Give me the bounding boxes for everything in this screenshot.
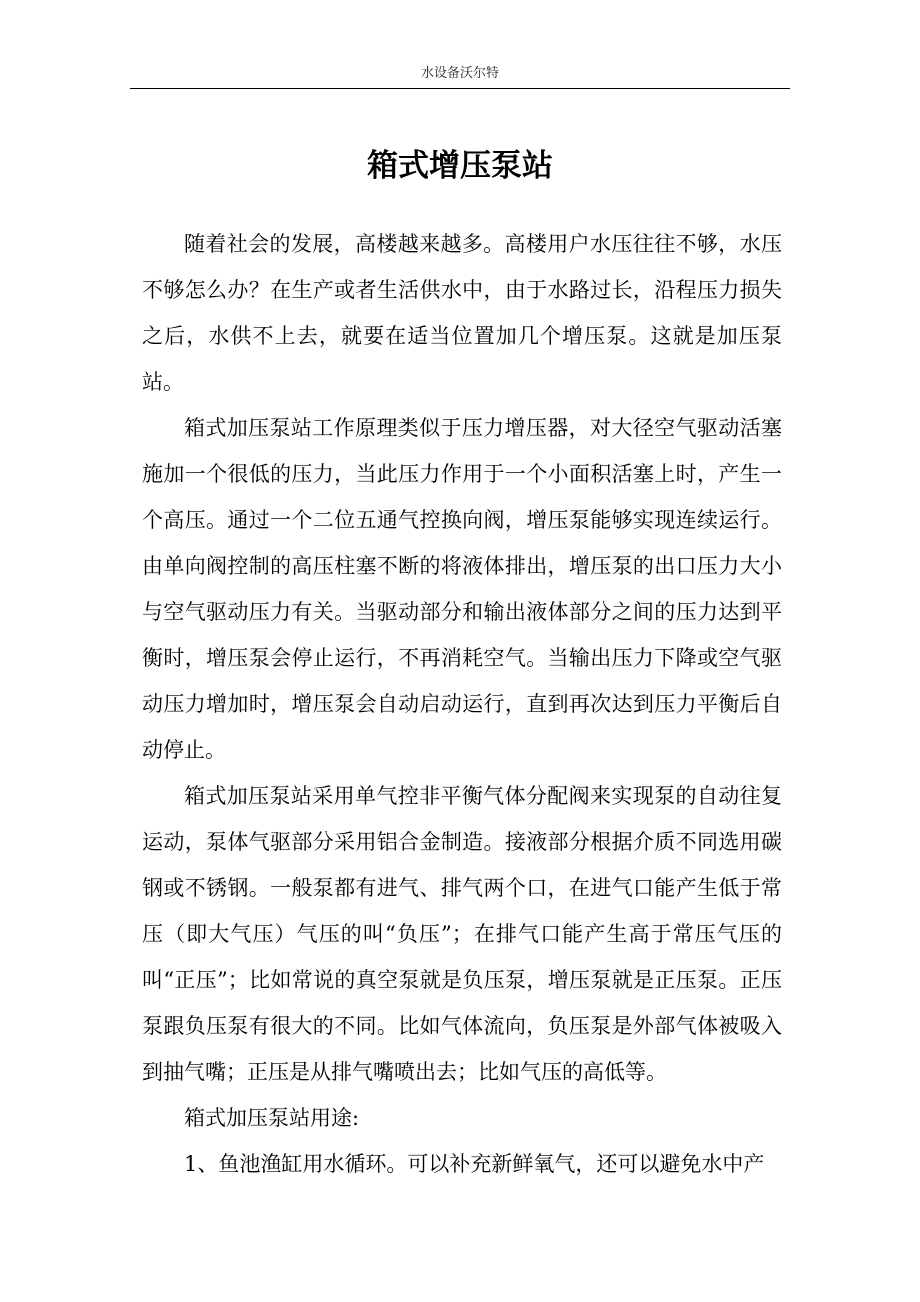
document-title: 箱式增压泵站 xyxy=(367,148,553,184)
paragraph-intro: 随着社会的发展，高楼越来越多。高楼用户水压往往不够，水压不够怎么办？在生产或者生活供水中，由于水路过长，沿程压力损失之后，水供不上去，就要在适当位置加几个增压泵。这就是加压泵站。 xyxy=(142,232,782,394)
paragraph-working-principle: 箱式加压泵站工作原理类似于压力增压器，对大径空气驱动活塞施加一个很低的压力，当此压力作用于一个小面积活塞上时，产生一个高压。通过一个二位五通气控换向阀，增压泵能够实现连续运行。由单向阀控制的高压柱塞不断的将液体排出，增压泵的出口压力大小与空气驱动压力有关。当驱动部分和输出液体部分之间的压力达到平衡时，增压泵会停止运行，不再消耗空气。当输出压力下降或空气驱动压力增加时，增压泵会自动启动运行，直到再次达到压力平衡后自动停止。 xyxy=(142,416,782,762)
document-body xyxy=(142,221,782,1187)
paragraph-structure: 箱式加压泵站采用单气控非平衡气体分配阀来实现泵的自动往复运动，泵体气驱部分采用铝合金制造。接液部分根据介质不同选用碳钢或不锈钢。一般泵都有进气、排气两个口，在进气口能产生低于常压（即大气压）气压的叫“负压”；在排气口能产生高于常压气压的叫“正压”；比如常说的真空泵就是负压泵，增压泵就是正压泵。正压泵跟负压泵有很大的不同。比如气体流向，负压泵是外部气体被吸入到抽气嘴；正压是从排气嘴喷出去；比如气压的高低等。 xyxy=(142,784,782,1084)
page-header: 水设备沃尔特 xyxy=(130,64,790,89)
paragraph-uses-heading: 箱式加压泵站用途: xyxy=(184,1106,360,1130)
paragraph-use-item-1: 1、鱼池渔缸用水循环。可以补充新鲜氧气，还可以避免水中产 xyxy=(184,1152,765,1176)
